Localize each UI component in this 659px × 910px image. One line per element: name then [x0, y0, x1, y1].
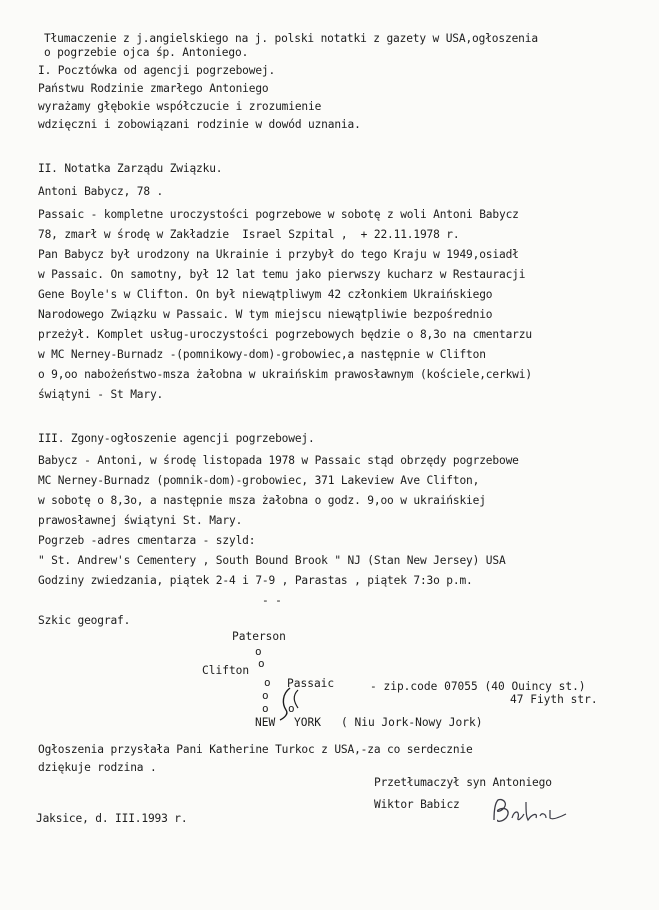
city-marker-icon: o — [262, 689, 269, 702]
city-marker-icon: o — [255, 645, 262, 658]
map-label-york: YORK — [294, 716, 321, 729]
map-label-clifton: Clifton — [202, 664, 250, 677]
section2-line: w Passaic. On samotny, był 12 lat temu jako pierwszy kucharz w Restauracji — [38, 268, 526, 281]
section2-heading: II. Notatka Zarządu Związku. — [38, 162, 223, 175]
section2-line: 78, zmarł w środę w Zakładzie Israel Szpital , + 22.11.1978 r. — [38, 228, 460, 241]
section2-line: o 9,oo nabożeństwo-msza żałobna w ukraińskim prawosławnym (kościele,cerkwi) — [38, 368, 532, 381]
section3-line: Godziny zwiedzania, piątek 2-4 i 7-9 , Parastas , piątek 7:3o p.m. — [38, 574, 473, 587]
section3-line: w sobotę o 8,3o, a następnie msza żałobna o godz. 9,oo w ukraińskiej — [38, 494, 486, 507]
intro-line-1: Tłumaczenie z j.angielskiego na j. polski notatki z gazety w USA,ogłoszenia — [44, 32, 538, 45]
zip-code-note: - zip.code 07055 (40 Ouincy st.) — [370, 680, 586, 693]
map-label-passaic: Passaic — [287, 677, 335, 690]
section1-line: wyrażamy głębokie współczucie i zrozumienie — [38, 100, 322, 113]
section1-line: wdzięczni i zobowiązani rodzinie w dowód uznania. — [38, 118, 361, 131]
section2-line: świątyni - St Mary. — [38, 388, 164, 401]
city-marker-icon: o — [262, 702, 269, 715]
intro-line-2: o pogrzebie ojca śp. Antoniego. — [44, 46, 249, 59]
city-marker-icon: o — [288, 702, 295, 715]
translator-name: Wiktor Babicz — [374, 798, 460, 811]
section1-heading: I. Pocztówka od agencji pogrzebowej. — [38, 64, 276, 77]
handwritten-signature — [488, 796, 572, 826]
city-marker-icon: o — [258, 657, 265, 670]
section3-line: Babycz - Antoni, w środę listopada 1978 w Passaic stąd obrzędy pogrzebowe — [38, 454, 519, 467]
section2-line: Narodowego Związku w Passaic. W tym miejscu niewątpliwie bezpośrednio — [38, 308, 493, 321]
translator-role: Przetłumaczył syn Antoniego — [374, 776, 552, 789]
sketch-heading: Szkic geograf. — [38, 614, 131, 627]
section2-line: w MC Nerney-Burnadz -(pomnikowy-dom)-grobowiec,a następnie w Clifton — [38, 348, 486, 361]
map-label-paterson: Paterson — [232, 630, 286, 643]
street-note: 47 Fiyth str. — [510, 693, 598, 706]
place-date: Jaksice, d. III.1993 r. — [36, 812, 188, 825]
section2-line: Pan Babycz był urodzony na Ukrainie i przybył do tego Kraju w 1949,osiadł — [38, 248, 519, 261]
map-translation-note: ( Niu Jork-Nowy Jork) — [341, 716, 483, 729]
section3-line: prawosławnej świątyni St. Mary. — [38, 514, 243, 527]
section2-line: przeżył. Komplet usług-uroczystości pogrzebowych będzie o 8,3o na cmentarzu — [38, 328, 532, 341]
separator: - - — [262, 594, 282, 607]
closing-line-2: dziękuje rodzina . — [38, 761, 157, 774]
section3-line: " St. Andrew's Cementery , South Bound Brook " NJ (Stan New Jersey) USA — [38, 554, 506, 567]
section3-line: MC Nerney-Burnadz (pomnik-dom)-grobowiec, 371 Lakeview Ave Clifton, — [38, 474, 480, 487]
section3-heading: III. Zgony-ogłoszenie agencji pogrzebowej. — [38, 432, 315, 445]
section3-line: Pogrzeb -adres cmentarza - szyld: — [38, 534, 256, 547]
map-label-new: NEW — [255, 716, 276, 729]
section2-line: Passaic - kompletne uroczystości pogrzebowe w sobotę z woli Antoni Babycz — [38, 208, 519, 221]
section2-line: Gene Boyle's w Clifton. On był niewątpliwym 42 członkiem Ukraińskiego — [38, 288, 493, 301]
closing-line-1: Ogłoszenia przysłała Pani Katherine Turkoc z USA,-za co serdecznie — [38, 743, 473, 756]
city-marker-icon: o — [264, 676, 271, 689]
section2-name-line: Antoni Babycz, 78 . — [38, 185, 164, 198]
section1-line: Państwu Rodzinie zmarłego Antoniego — [38, 82, 269, 95]
